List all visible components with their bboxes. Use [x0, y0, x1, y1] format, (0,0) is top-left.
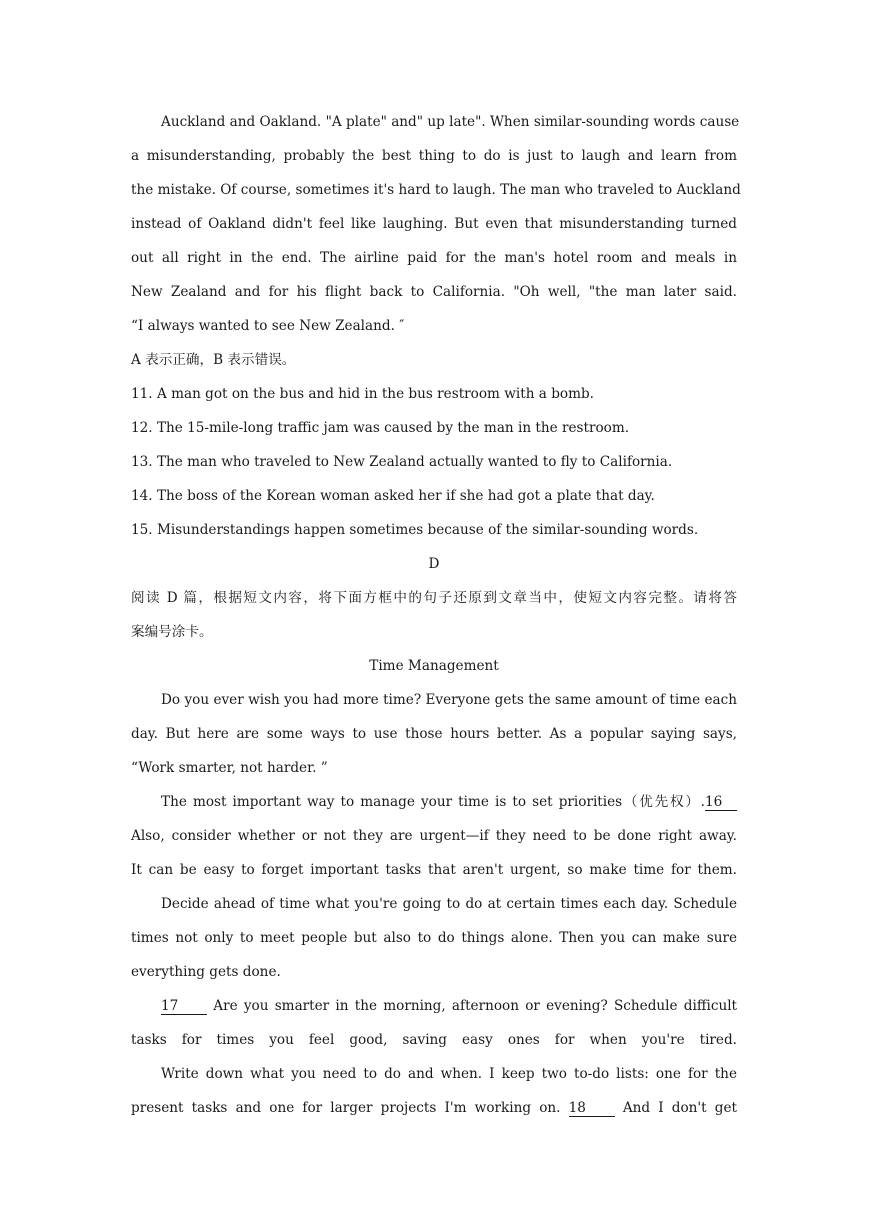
passage-line [131, 989, 737, 1023]
passage-line: instead of Oakland didn't feel like laughing. But even that misunderstanding turned [131, 216, 737, 232]
passage-line: “I always wanted to see New Zealand. ″ [131, 318, 405, 334]
passage-line: It can be easy to forget important tasks that aren't urgent, so make time for them. [131, 862, 737, 878]
passage-line: New Zealand and for his flight back to California. "Oh well, "the man later said. [131, 284, 737, 300]
passage-line: Write down what you need to do and when. I keep two to-do lists: one for the [161, 1066, 737, 1082]
passage-line: Auckland and Oakland. "A plate" and" up late". When similar-sounding words cause [161, 114, 740, 130]
passage-text: And I don't get [622, 1100, 737, 1116]
instruction-d: 阅读 D 篇，根据短文内容，将下面方框中的句子还原到文章当中，使短文内容完整。请将答 [131, 590, 737, 606]
passage-line [131, 1091, 737, 1125]
document-page [131, 105, 741, 1125]
question-12: 12. The 15-mile-long traffic jam was caused by the man in the restroom. [131, 420, 630, 436]
passage-line: the mistake. Of course, sometimes it's hard to laugh. The man who traveled to Auckland [131, 182, 741, 198]
answer-blank-16: 16 [705, 794, 737, 811]
passage-line: everything gets done. [131, 964, 281, 980]
answer-blank-17: 17 [161, 998, 207, 1015]
passage-line: tasks for times you feel good, saving easy ones for when you're tired. [131, 1032, 737, 1048]
answer-blank-18: 18 [569, 1100, 615, 1117]
question-11: 11. A man got on the bus and hid in the bus restroom with a bomb. [131, 386, 594, 402]
instruction-d: 案编号涂卡。 [131, 624, 213, 640]
passage-line: Decide ahead of time what you're going to do at certain times each day. Schedule [161, 896, 737, 912]
passage-text: Are you smarter in the morning, afternoon or evening? Schedule difficult [213, 998, 738, 1014]
passage-line: times not only to meet people but also to do things alone. Then you can make sure [131, 930, 737, 946]
passage-text: present tasks and one for larger projects I'm working on. [131, 1100, 561, 1116]
passage-line: out all right in the end. The airline paid for the man's hotel room and meals in [131, 250, 737, 266]
instruction-c: A 表示正确，B 表示错误。 [131, 352, 296, 368]
passage-line: day. But here are some ways to use those hours better. As a popular saying says, [131, 726, 737, 742]
passage-title: Time Management [369, 658, 499, 674]
passage-line: Do you ever wish you had more time? Everyone gets the same amount of time each [161, 692, 737, 708]
question-15: 15. Misunderstandings happen sometimes because of the similar-sounding words. [131, 522, 699, 538]
passage-line: “Work smarter, not harder. ” [131, 760, 328, 776]
passage-text: The most important way to manage your time is to set priorities（优先权）. [161, 794, 705, 810]
question-14: 14. The boss of the Korean woman asked her if she had got a plate that day. [131, 488, 655, 504]
section-letter: D [428, 556, 440, 572]
passage-line: Also, consider whether or not they are urgent—if they need to be done right away. [131, 828, 737, 844]
passage-line [131, 785, 737, 819]
question-13: 13. The man who traveled to New Zealand actually wanted to fly to California. [131, 454, 673, 470]
passage-line: a misunderstanding, probably the best thing to do is just to laugh and learn from [131, 148, 737, 164]
